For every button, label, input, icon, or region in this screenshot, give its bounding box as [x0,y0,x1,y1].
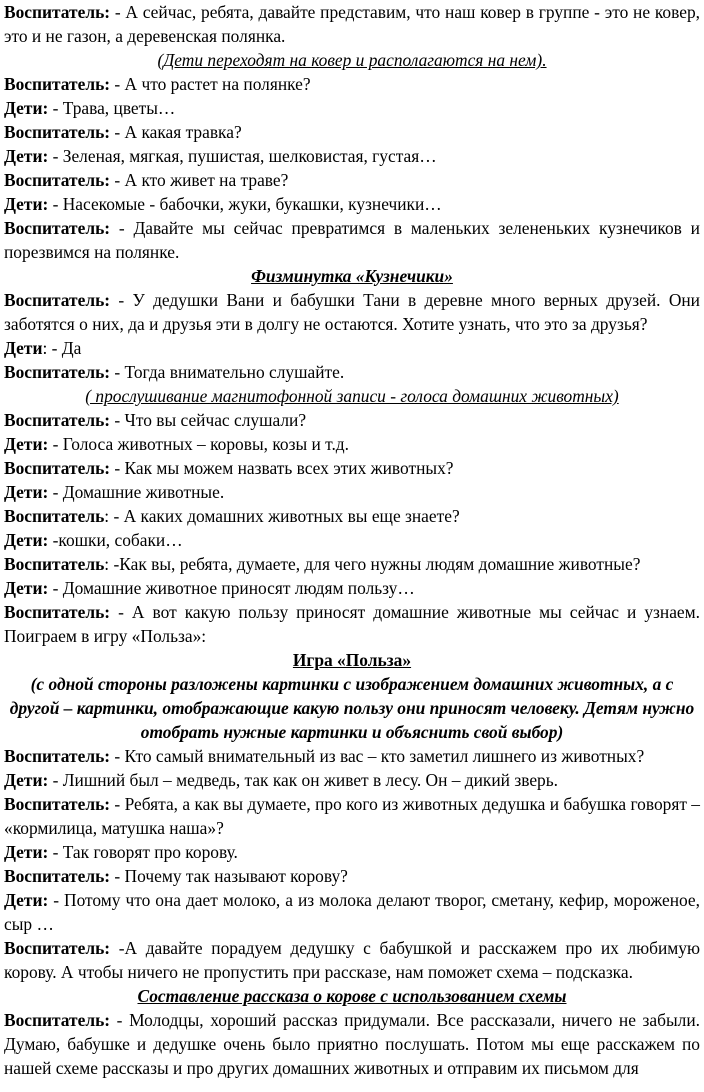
dialog-text: - Домашние животное приносят людям пользу… [48,578,415,598]
dialog-line [4,120,700,144]
dialog-text: - Лишний был – медведь, так как он живет в лесу. Он – дикий зверь. [48,770,559,790]
dialog-text: : -Как вы, ребята, думаете, для чего нужны людям домашние животные? [104,554,641,574]
section-heading: Составление рассказа о корове с использованием схемы [137,986,567,1006]
dialog-line [4,72,700,96]
speaker-label: Воспитатель: [4,602,111,622]
dialog-line [4,144,700,168]
speaker-label: Дети: [4,434,49,454]
speaker-label: Воспитатель: [4,458,111,478]
dialog-text: - Давайте мы сейчас превратимся в маленьких зелененьких кузнечиков и порезвимся на полянке. [4,218,700,262]
speaker-label: Воспитатель [4,554,105,574]
speaker-label: Воспитатель: [4,746,111,766]
dialog-text: - Так говорят про корову. [48,842,238,862]
dialog-line [4,288,700,336]
dialog-text: - Кто самый внимательный из вас – кто заметил лишнего из животных? [110,746,645,766]
dialog-line [4,96,700,120]
dialog-text: - Почему так называют корову? [110,866,348,886]
dialog-text: - Зеленая, мягкая, пушистая, шелковистая, густая… [48,146,437,166]
dialog-line [4,936,700,984]
speaker-label: Воспитатель: [4,218,111,238]
dialog-text: - А кто живет на траве? [110,170,289,190]
dialog-line [4,576,700,600]
stage-direction: ( прослушивание магнитофонной записи - голоса домашних животных) [85,386,619,406]
speaker-label: Дети: [4,482,49,502]
speaker-label: Воспитатель: [4,290,111,310]
dialog-text: - А что растет на полянке? [110,74,311,94]
speaker-label: Дети: [4,770,49,790]
section-heading: Физминутка «Кузнечики» [251,266,453,286]
dialog-line [4,840,700,864]
dialog-text: - Насекомые - бабочки, жуки, букашки, кузнечики… [48,194,442,214]
dialog-line [4,216,700,264]
speaker-label: Воспитатель: [4,2,111,22]
section-heading: Игра «Польза» [292,650,412,670]
speaker-label: Воспитатель: [4,362,111,382]
speaker-label: Воспитатель: [4,1010,111,1030]
dialog-text: - Голоса животных – коровы, козы и т.д. [48,434,349,454]
dialog-text: - А вот какую пользу приносят домашние животные мы сейчас и узнаем. Поиграем в игру «Польза»: [4,602,700,646]
dialog-line [4,864,700,888]
game-description: (с одной стороны разложены картинки с изображением домашних животных, а с другой – картинки, отображающие какую пользу они приносят человеку. Детям нужно отобрать нужные картинки и объяснить свой выбор) [9,674,695,742]
speaker-label: Воспитатель: [4,170,111,190]
speaker-label: Дети: [4,890,49,910]
dialog-line [4,768,700,792]
dialog-line [4,336,700,360]
dialog-text: - Потому что она дает молоко, а из молока делают творог, сметану, кефир, мороженое, сыр … [4,890,700,934]
dialog-text: - Ребята, а как вы думаете, про кого из животных дедушка и бабушка говорят – «кормилица, матушка наша»? [4,794,700,838]
dialog-line [4,744,700,768]
speaker-label: Воспитатель: [4,794,111,814]
speaker-label: Воспитатель: [4,938,111,958]
dialog-text: : - Да [42,338,82,358]
dialog-text: : - А каких домашних животных вы еще знаете? [104,506,460,526]
dialog-line [4,504,700,528]
dialog-text: - Тогда внимательно слушайте. [110,362,345,382]
dialog-line [4,192,700,216]
speaker-label: Воспитатель: [4,410,111,430]
speaker-label: Дети [4,338,43,358]
speaker-label: Дети: [4,530,49,550]
dialog-text: -кошки, собаки… [48,530,183,550]
dialog-text: - Молодцы, хороший рассказ придумали. Все рассказали, ничего не забыли. Думаю, бабушке и дедушке очень было приятно послушать. Потом мы еще расскажем по нашей схеме рассказы и про других домашних животных и отправим их письмом для [4,1010,700,1078]
dialog-line [4,168,700,192]
dialog-line [4,528,700,552]
dialog-line [4,1008,700,1080]
stage-direction: (Дети переходят на ковер и располагаются на нем). [157,50,547,70]
dialog-text: - А какая травка? [110,122,242,142]
dialog-line [4,360,700,384]
dialog-text: - Домашние животные. [48,482,225,502]
speaker-label: Дети: [4,842,49,862]
dialog-text: - Что вы сейчас слушали? [110,410,307,430]
dialog-text: - Трава, цветы… [48,98,176,118]
dialog-text: - Как мы можем назвать всех этих животных? [110,458,454,478]
dialog-line [4,456,700,480]
speaker-label: Дети: [4,578,49,598]
speaker-label: Дети: [4,98,49,118]
speaker-label: Дети: [4,146,49,166]
dialog-line [4,480,700,504]
dialog-line [4,552,700,576]
dialog-text: - У дедушки Вани и бабушки Тани в деревне много верных друзей. Они заботятся о них, да и друзья эти в долгу не остаются. Хотите узнать, что это за друзья? [4,290,700,334]
dialog-line [4,408,700,432]
dialog-line [4,600,700,648]
speaker-label: Воспитатель: [4,122,111,142]
speaker-label: Воспитатель: [4,866,111,886]
dialog-line [4,0,700,48]
speaker-label: Воспитатель [4,506,105,526]
speaker-label: Воспитатель: [4,74,111,94]
dialog-line [4,792,700,840]
dialog-line [4,888,700,936]
dialog-line [4,432,700,456]
dialog-text: -А давайте порадуем дедушку с бабушкой и расскажем про их любимую корову. А чтобы ничего не пропустить при рассказе, нам поможет схема – подсказка. [4,938,700,982]
dialog-text: - А сейчас, ребята, давайте представим, что наш ковер в группе - это не ковер, это и не газон, а деревенская полянка. [4,2,700,46]
speaker-label: Дети: [4,194,49,214]
